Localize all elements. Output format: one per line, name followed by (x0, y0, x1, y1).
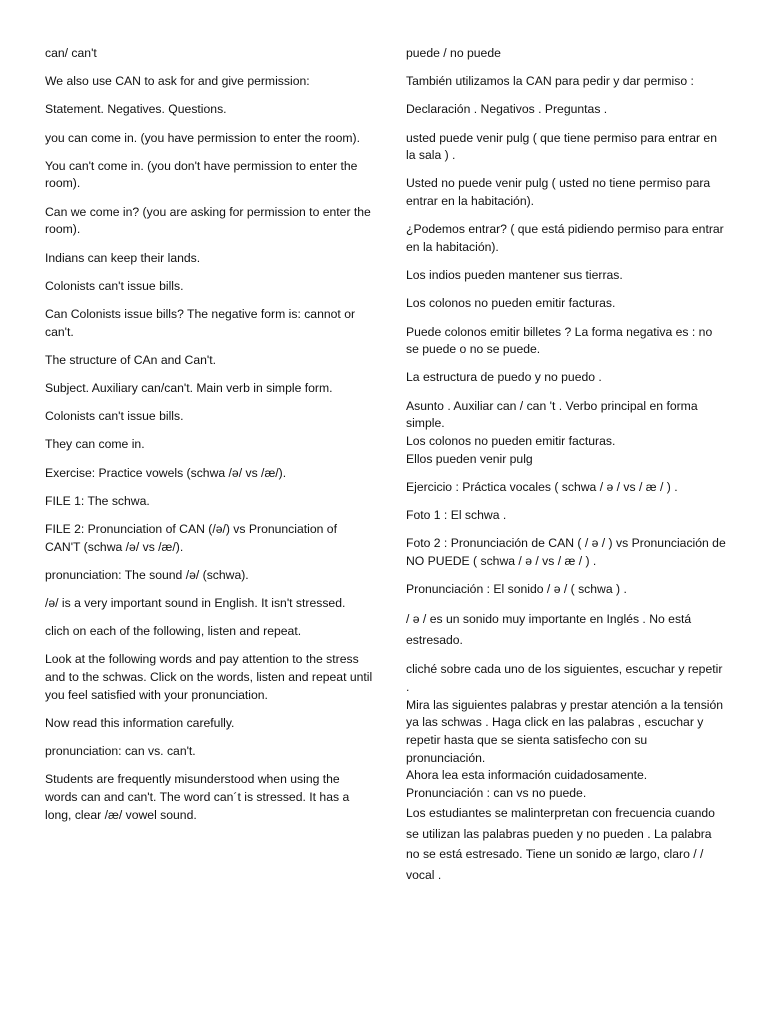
spanish-line: Los colonos no pueden emitir facturas. (406, 434, 616, 448)
spanish-line: Mira las siguientes palabras y prestar atención a la tensión ya las schwas . Haga click en las palabras , escuchar y repetir hasta que se sienta satisfecho con su pronunciación. (406, 697, 724, 765)
english-line: Indians can keep their lands. (45, 250, 201, 265)
spanish-line: También utilizamos la CAN para pedir y dar permiso : (406, 74, 694, 89)
english-line: Colonists can't issue bills. (45, 409, 184, 424)
english-line: FILE 1: The schwa. (45, 493, 150, 508)
english-line: you can come in. (you have permission to enter the room). (45, 130, 360, 145)
english-column (45, 45, 375, 835)
spanish-line: Ejercicio : Práctica vocales ( schwa / ə / vs / æ / ) . (406, 479, 678, 494)
spanish-line: Asunto . Auxiliar can / can 't . Verbo principal en forma simple. (406, 398, 698, 431)
spanish-line: Pronunciación : El sonido / ə / ( schwa ) . (406, 582, 627, 597)
english-line: They can come in. (45, 437, 145, 452)
spanish-line: Los indios pueden mantener sus tierras. (406, 268, 623, 283)
english-line: FILE 2: Pronunciation of CAN (/ə/) vs Pronunciation of CAN'T (schwa /ə/ vs /æ/). (45, 521, 337, 554)
spanish-line: puede / no puede (406, 46, 501, 60)
english-line: We also use CAN to ask for and give permission: (45, 74, 310, 89)
spanish-line: Ahora lea esta información cuidadosamente. (406, 768, 648, 783)
spanish-line: Los estudiantes se malinterpretan con frecuencia cuando se utilizan las palabras pueden y no pueden . La palabra no se está estresado. Tiene un sonido æ largo, claro / / vocal . (406, 805, 715, 882)
english-line: Can Colonists issue bills? The negative form is: cannot or can't. (45, 306, 356, 339)
english-line: clich on each of the following, listen and repeat. (45, 624, 302, 639)
spanish-line: Usted no puede venir pulg ( usted no tiene permiso para entrar en la habitación). (406, 176, 711, 209)
spanish-line: ¿Podemos entrar? ( que está pidiendo permiso para entrar en la habitación). (406, 222, 724, 254)
spanish-column (406, 45, 726, 886)
spanish-line: La estructura de puedo y no puedo . (406, 370, 602, 385)
spanish-line: cliché sobre cada uno de los siguientes, escuchar y repetir . (406, 662, 723, 694)
spanish-line: Foto 2 : Pronunciación de CAN ( / ə / ) vs Pronunciación de NO PUEDE ( schwa / ə / vs / æ / ) . (406, 536, 726, 568)
spanish-line: Foto 1 : El schwa . (406, 508, 507, 523)
english-line: Subject. Auxiliary can/can't. Main verb in simple form. (45, 380, 333, 395)
english-line: Now read this information carefully. (45, 715, 235, 730)
english-line: can/ can't (45, 46, 97, 60)
english-line: You can't come in. (you don't have permission to enter the room). (45, 158, 358, 191)
english-line: Colonists can't issue bills. (45, 278, 184, 293)
english-line: Exercise: Practice vowels (schwa /ə/ vs /æ/). (45, 465, 287, 480)
spanish-line: Declaración . Negativos . Preguntas . (406, 102, 608, 117)
english-line: pronunciation: can vs. can't. (45, 744, 196, 759)
english-line: /ə/ is a very important sound in English. It isn't stressed. (45, 595, 346, 610)
english-line: Students are frequently misunderstood when using the words can and can't. The word can´t is stressed. It has a long, clear /æ/ vowel sound. (45, 772, 350, 822)
english-line: Can we come in? (you are asking for permission to enter the room). (45, 204, 371, 237)
spanish-line: Ellos pueden venir pulg (406, 451, 533, 466)
english-line: Statement. Negatives. Questions. (45, 102, 227, 117)
spanish-line: Los colonos no pueden emitir facturas. (406, 296, 616, 311)
english-line: The structure of CAn and Can't. (45, 352, 217, 367)
spanish-line: usted puede venir pulg ( que tiene permiso para entrar en la sala ) . (406, 130, 717, 163)
english-line: Look at the following words and pay attention to the stress and to the schwas. Click on the words, listen and repeat until you feel satisfied with your pronunciation. (45, 652, 373, 702)
spanish-line: Puede colonos emitir billetes ? La forma negativa es : no se puede o no se puede. (406, 324, 713, 357)
spanish-line: / ə / es un sonido muy importante en Inglés . No está estresado. (406, 612, 692, 648)
spanish-line: Pronunciación : can vs no puede. (406, 786, 587, 801)
english-line: pronunciation: The sound /ə/ (schwa). (45, 567, 249, 582)
